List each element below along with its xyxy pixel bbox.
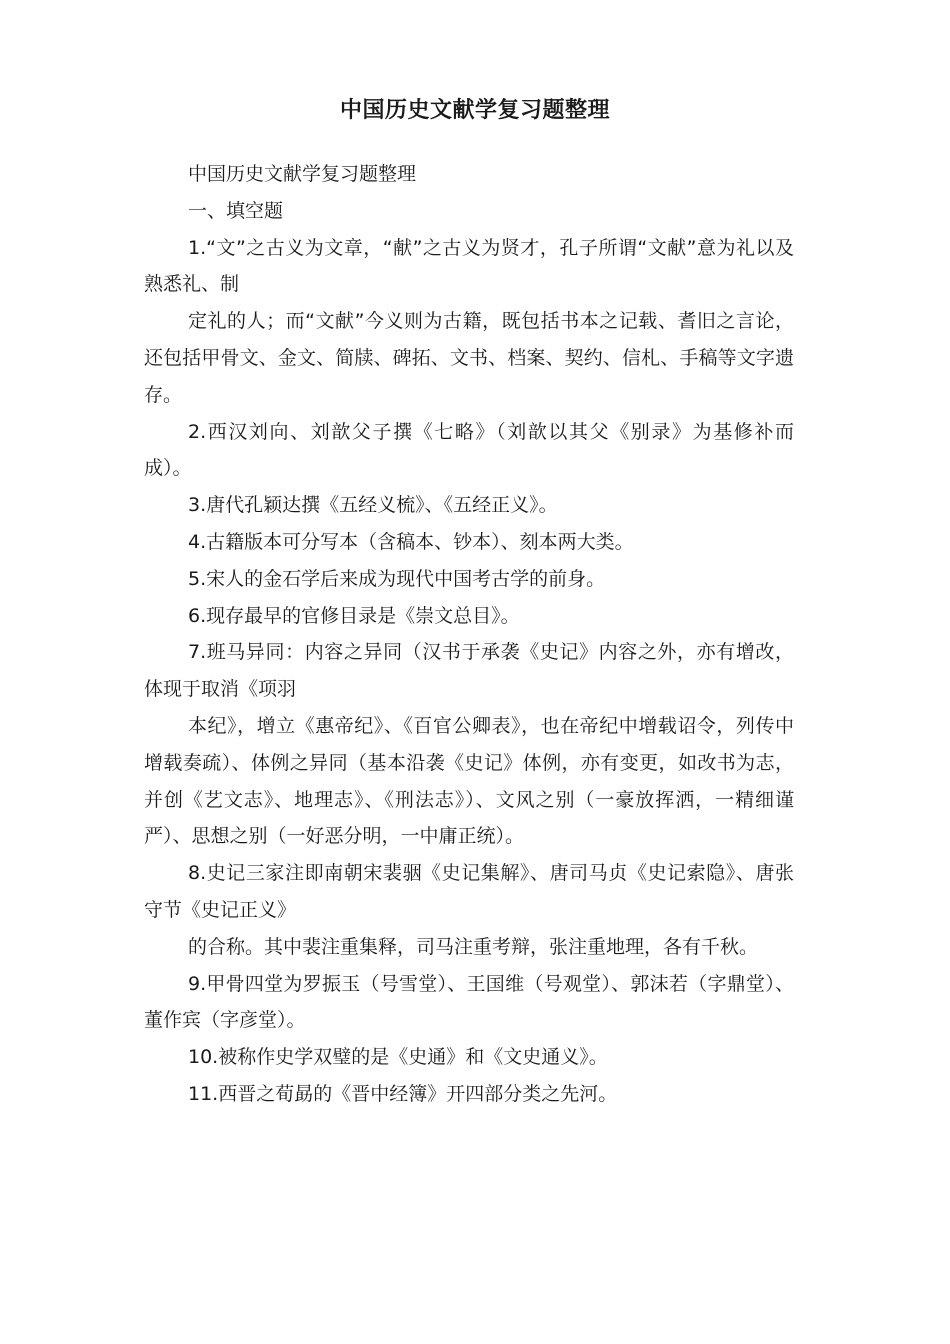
document-body — [144, 156, 794, 1113]
item-9-paragraph: 9.甲骨四堂为罗振玉（号雪堂）、王国维（号观堂）、郭沫若（字鼎堂）、董作宾（字彦堂）。 — [144, 972, 794, 1032]
item-7-paragraph: 7.班马异同：内容之异同（汉书于承袭《史记》内容之外，亦有增改，体现于取消《项羽 — [144, 641, 794, 701]
item-2-paragraph: 2.西汉刘向、刘歆父子撰《七略》（刘歆以其父《别录》为基修补而成）。 — [144, 420, 794, 480]
item-1-paragraph: 1.“文”之古义为文章，“献”之古义为贤才，孔子所谓“文献”意为礼以及熟悉礼、制 — [144, 236, 794, 296]
item-7-continuation: 本纪》，增立《惠帝纪》、《百官公卿表》，也在帝纪中增载诏令，列传中增载奏疏）、体例之异同（基本沿袭《史记》体例，亦有变更，如改书为志，并创《艺文志》、地理志》、《刑法志》）、文风之别（一豪放挥洒，一精细谨严）、思想之别（一好恶分明，一中庸正统）。 — [144, 714, 794, 848]
subtitle-paragraph: 中国历史文献学复习题整理 — [188, 163, 417, 185]
item-3-paragraph: 3.唐代孔颖达撰《五经义梳》、《五经正义》。 — [188, 494, 558, 517]
item-6-paragraph: 6.现存最早的官修目录是《崇文总目》。 — [188, 604, 520, 627]
item-8-continuation: 的合称。其中裴注重集释，司马注重考辩，张注重地理，各有千秋。 — [188, 935, 759, 958]
item-5-paragraph: 5.宋人的金石学后来成为现代中国考古学的前身。 — [188, 567, 606, 590]
section-heading: 一、填空题 — [188, 199, 284, 222]
item-11-paragraph: 11.西晋之荀勗的《晋中经簿》开四部分类之先河。 — [188, 1082, 618, 1105]
item-10-paragraph: 10.被称作史学双璧的是《史通》和《文史通义》。 — [188, 1046, 608, 1069]
item-8-paragraph: 8.史记三家注即南朝宋裴骃《史记集解》、唐司马贞《史记索隐》、唐张守节《史记正义》 — [144, 862, 794, 921]
document-title: 中国历史文献学复习题整理 — [339, 98, 610, 123]
item-1-continuation: 定礼的人；而“文献”今义则为古籍，既包括书本之记载、耆旧之言论，还包括甲骨文、金文、简牍、碑拓、文书、档案、契约、信札、手稿等文字遗存。 — [144, 310, 794, 406]
item-4-paragraph: 4.古籍版本可分写本（含稿本、钞本）、刻本两大类。 — [188, 530, 634, 553]
